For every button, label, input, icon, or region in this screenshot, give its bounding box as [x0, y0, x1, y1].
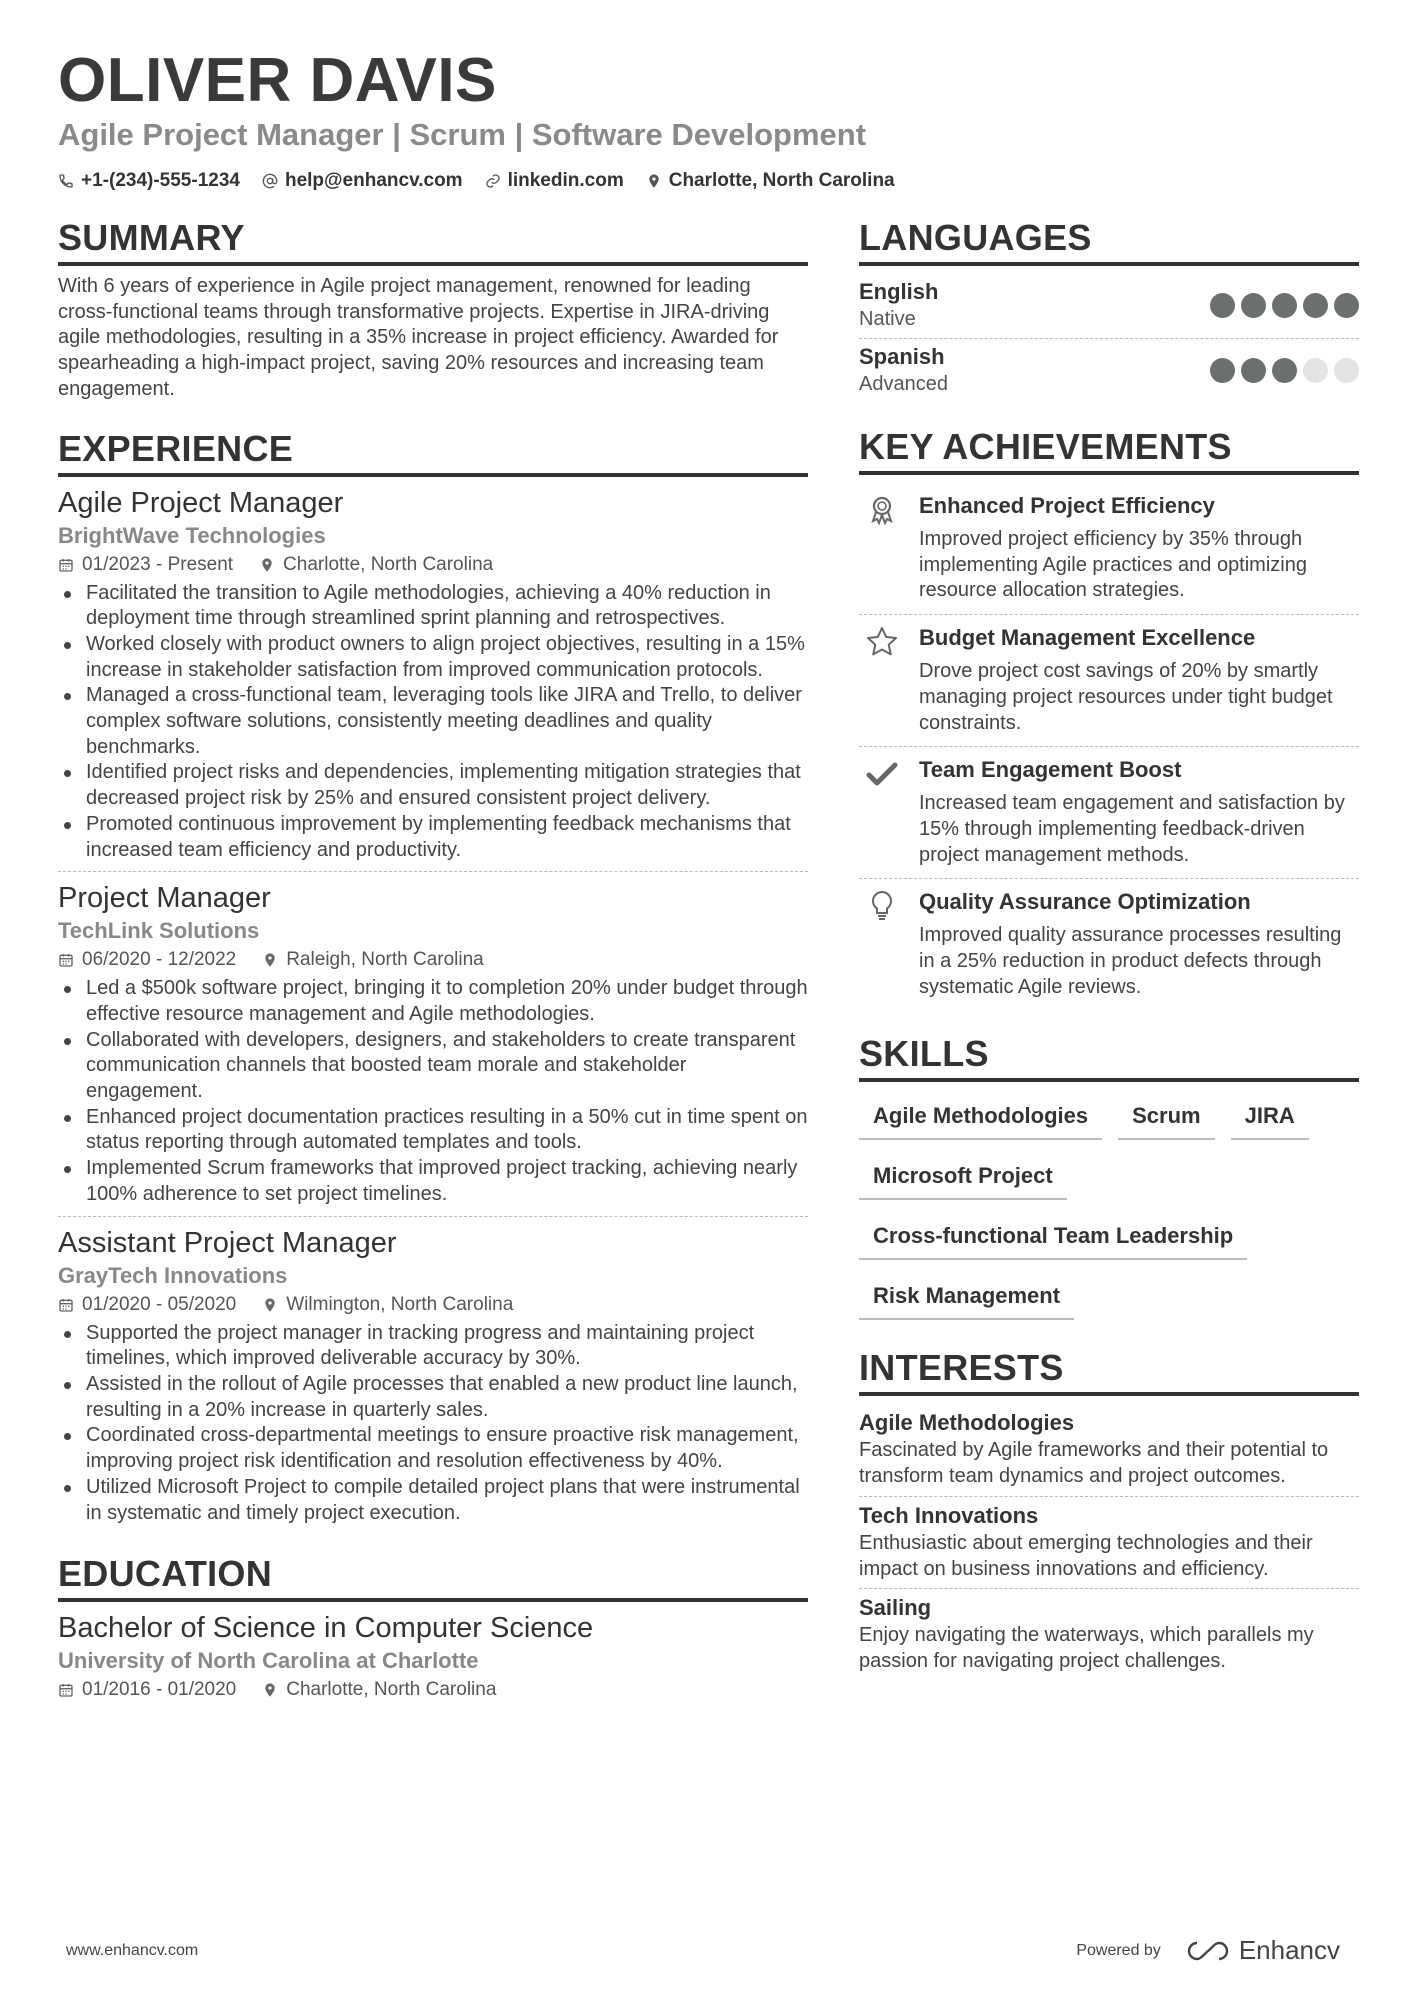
calendar-icon [58, 952, 74, 968]
achievements-section [859, 425, 1359, 1010]
bullet-item: Facilitated the transition to Agile methodologies, achieving a 40% reduction in deployment time through streamlined sprint planning and retrospectives. [58, 581, 808, 632]
achievement-title: Team Engagement Boost [919, 757, 1182, 783]
interests-heading: INTERESTS [859, 1346, 1359, 1396]
skill-tag: Scrum [1118, 1098, 1214, 1140]
brand-logo[interactable] [1185, 1935, 1340, 1966]
linkedin-text: linkedin.com [507, 170, 624, 191]
interest-title: Tech Innovations [859, 1502, 1039, 1528]
skills-section [859, 1032, 1359, 1320]
star-icon [865, 625, 899, 659]
achievement-title: Budget Management Excellence [919, 625, 1256, 651]
rating-dot-filled [1334, 293, 1359, 318]
job-dates: 06/2020 - 12/2022 [82, 949, 237, 971]
contact-email[interactable] [262, 168, 463, 194]
summary-section [58, 216, 808, 403]
location-pin-icon [646, 173, 662, 189]
rating-dot-filled [1210, 358, 1235, 383]
education-location: Charlotte, North Carolina [286, 1679, 497, 1701]
location-pin-icon [262, 1682, 278, 1698]
rating-dot-filled [1303, 293, 1328, 318]
location-pin-icon [262, 1297, 278, 1313]
candidate-name: OLIVER DAVIS [58, 46, 497, 115]
company-name: BrightWave Technologies [58, 522, 326, 548]
bullet-item: Worked closely with product owners to align project objectives, resulting in a 15% increase in stakeholder satisfaction from improved communication protocols. [58, 632, 808, 683]
bullet-item: Assisted in the rollout of Agile processes that enabled a new product line launch, resulting in a 20% increase in quarterly sales. [58, 1372, 808, 1423]
skill-tag: Cross-functional Team Leadership [859, 1218, 1247, 1260]
interest-desc: Enjoy navigating the waterways, which parallels my passion for navigating project challenges. [859, 1624, 1314, 1672]
degree-title: Bachelor of Science in Computer Science [58, 1612, 594, 1645]
bullet-item: Implemented Scrum frameworks that improved project tracking, achieving nearly 100% adherence to set project timelines. [58, 1156, 808, 1207]
rating-dot-empty [1334, 358, 1359, 383]
skill-tag: Microsoft Project [859, 1158, 1067, 1200]
bullet-item: Supported the project manager in tracking progress and maintaining project timelines, which improved deliverable accuracy by 30%. [58, 1321, 808, 1372]
rating-dot-empty [1303, 358, 1328, 383]
summary-heading: SUMMARY [58, 216, 808, 266]
job-meta [58, 1291, 808, 1319]
calendar-icon [58, 1297, 74, 1313]
achievement-item [859, 747, 1359, 879]
skill-tag: Agile Methodologies [859, 1098, 1102, 1140]
contact-phone[interactable] [58, 168, 240, 194]
job-dates: 01/2023 - Present [82, 553, 234, 575]
email-text: help@enhancv.com [284, 170, 463, 191]
experience-heading: EXPERIENCE [58, 427, 808, 477]
school-name: University of North Carolina at Charlotte [58, 1648, 479, 1674]
location-pin-icon [259, 557, 275, 573]
education-dates: 01/2016 - 01/2020 [82, 1679, 237, 1701]
company-name: GrayTech Innovations [58, 1262, 288, 1288]
link-icon [485, 173, 501, 189]
phone-icon [58, 173, 74, 189]
education-meta [58, 1676, 808, 1704]
checkmark-icon [865, 757, 899, 791]
achievement-desc: Drove project cost savings of 20% by smartly managing project resources under tight budget constraints. [919, 660, 1333, 734]
location-pin-icon [262, 952, 278, 968]
skill-tag: Risk Management [859, 1278, 1074, 1320]
achievement-desc: Increased team engagement and satisfaction by 15% through implementing feedback-driven project management methods. [919, 792, 1345, 866]
job-meta [58, 551, 808, 579]
language-item [859, 339, 1359, 403]
achievement-item [859, 879, 1359, 1010]
interest-desc: Enthusiastic about emerging technologies and their impact on business innovations and efficiency. [859, 1531, 1313, 1580]
calendar-icon [58, 1682, 74, 1698]
bullet-item: Utilized Microsoft Project to compile detailed project plans that were instrumental in systematic and timely project execution. [58, 1475, 808, 1526]
education-heading: EDUCATION [58, 1552, 808, 1602]
languages-heading: LANGUAGES [859, 216, 1359, 266]
calendar-icon [58, 557, 74, 573]
footer-branding [1076, 1935, 1340, 1966]
contact-linkedin[interactable] [485, 168, 624, 194]
achievement-item [859, 483, 1359, 615]
candidate-headline: Agile Project Manager | Scrum | Software Development [58, 117, 867, 152]
interest-title: Agile Methodologies [859, 1410, 1075, 1436]
lightbulb-icon [865, 889, 899, 923]
job-bullets [58, 976, 808, 1207]
rating-dot-filled [1210, 293, 1235, 318]
language-name: Spanish [859, 344, 945, 369]
job-location: Wilmington, North Carolina [286, 1293, 514, 1315]
interest-item [859, 1404, 1359, 1496]
brand-name: Enhancv [1238, 1935, 1340, 1965]
bullet-item: Promoted continuous improvement by implementing feedback mechanisms that increased team efficiency and productivity. [58, 812, 808, 863]
job-entry [58, 880, 808, 1216]
achievement-desc: Improved quality assurance processes resulting in a 25% reduction in product defects through systematic Agile reviews. [919, 924, 1342, 998]
achievement-desc: Improved project efficiency by 35% through implementing Agile practices and optimizing resource allocation strategies. [919, 528, 1307, 602]
bullet-item: Coordinated cross-departmental meetings to ensure proactive risk management, improving project risk identification and resolution effectiveness by 40%. [58, 1423, 808, 1474]
languages-section [859, 216, 1359, 403]
job-location: Charlotte, North Carolina [283, 553, 494, 575]
interest-item [859, 1589, 1359, 1680]
job-dates: 01/2020 - 05/2020 [82, 1293, 237, 1315]
at-icon [262, 173, 278, 189]
rating-dot-filled [1241, 293, 1266, 318]
bullet-item: Identified project risks and dependencies, implementing mitigation strategies that decreased project risk by 25% and ensured consistent project delivery. [58, 760, 808, 811]
bullet-item: Managed a cross-functional team, leveraging tools like JIRA and Trello, to deliver complex software solutions, consistently meeting deadlines and quality benchmarks. [58, 683, 808, 760]
enhancv-logo-icon [1185, 1939, 1231, 1963]
achievement-title: Quality Assurance Optimization [919, 889, 1251, 915]
language-rating [1210, 293, 1359, 318]
right-column [859, 216, 1359, 1681]
job-bullets [58, 581, 808, 864]
job-meta [58, 946, 808, 974]
bullet-item: Collaborated with developers, designers, and stakeholders to create transparent communication channels that boosted team morale and stakeholder engagement. [58, 1028, 808, 1105]
job-title: Project Manager [58, 882, 271, 915]
language-item [859, 274, 1359, 339]
interest-item [859, 1497, 1359, 1589]
job-location: Raleigh, North Carolina [286, 949, 484, 971]
contact-bar [58, 168, 895, 194]
interest-title: Sailing [859, 1595, 932, 1621]
interest-desc: Fascinated by Agile frameworks and their potential to transform team dynamics and project outcomes. [859, 1439, 1329, 1488]
rating-dot-filled [1272, 293, 1297, 318]
job-title: Assistant Project Manager [58, 1226, 397, 1259]
contact-location [646, 168, 895, 194]
language-level: Native [859, 308, 916, 330]
left-column [58, 216, 808, 1706]
bullet-item: Led a $500k software project, bringing it to completion 20% under budget through effective resource management and Agile methodologies. [58, 976, 808, 1027]
footer-website[interactable]: www.enhancv.com [66, 1942, 199, 1959]
experience-section [58, 427, 808, 1535]
education-section [58, 1552, 808, 1704]
powered-by-label: Powered by [1076, 1941, 1161, 1959]
job-entry [58, 485, 808, 873]
skills-list [859, 1090, 1359, 1320]
job-bullets [58, 1321, 808, 1527]
skill-tag: JIRA [1231, 1098, 1309, 1140]
bullet-item: Enhanced project documentation practices resulting in a 50% cut in time spent on status reporting through automated templates and tools. [58, 1105, 808, 1156]
rating-dot-filled [1272, 358, 1297, 383]
language-rating [1210, 358, 1359, 383]
phone-text: +1-(234)-555-1234 [81, 170, 240, 191]
language-level: Advanced [859, 373, 948, 395]
language-name: English [859, 279, 939, 304]
summary-text: With 6 years of experience in Agile project management, renowned for leading cross-functional teams through transformative projects. Expertise in JIRA-driving agile methodologies, resulting in a 35% increase in project efficiency. Awarded for spearheading a high-impact project, saving 20% resources and increasing team engagement. [58, 275, 779, 400]
location-text: Charlotte, North Carolina [668, 170, 895, 191]
achievement-title: Enhanced Project Efficiency [919, 493, 1215, 518]
company-name: TechLink Solutions [58, 918, 260, 944]
rating-dot-filled [1241, 358, 1266, 383]
achievement-item [859, 615, 1359, 747]
interests-section [859, 1346, 1359, 1680]
job-entry [58, 1225, 808, 1535]
award-icon [865, 493, 899, 527]
skills-heading: SKILLS [859, 1032, 1359, 1082]
job-title: Agile Project Manager [58, 486, 344, 519]
achievements-heading: KEY ACHIEVEMENTS [859, 425, 1359, 475]
